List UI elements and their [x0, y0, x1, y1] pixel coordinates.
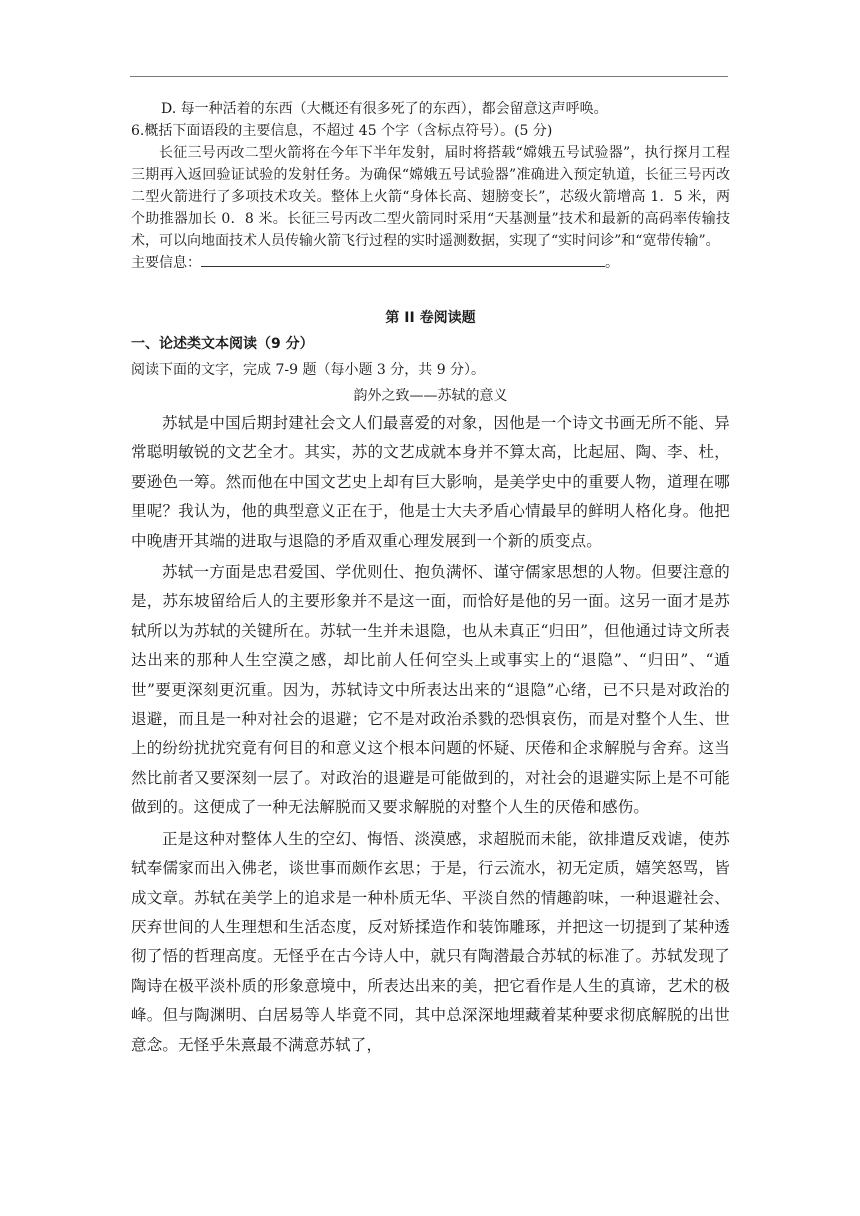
essay-paragraph: 正是这种对整体人生的空幻、悔悟、淡漠感，求超脱而未能，欲排遣反戏谑，使苏轼奉儒家而出入佛老，谈世事而颇作玄思；于是，行云流水，初无定质，嬉笑怒骂，皆成文章。苏轼在美学上的追求是一种朴质无华、平淡自然的情趣韵味，一种退避社会、厌弃世间的人生理想和生活态度，反对矫揉造作和装饰雕琢，并把这一切提到了某种透彻了悟的哲理高度。无怪乎在古今诗人中，就只有陶潜最合苏轼的标准了。苏轼发现了陶诗在极平淡朴质的形象意境中，所表达出来的美，把它看作是人生的真谛，艺术的极峰。但与陶渊明、白居易等人毕竟不同，其中总深深地埋藏着某种要求彻底解脱的出世意念。无怪乎朱熹最不满意苏轼了，	[131, 829, 730, 1054]
essay-paragraph: 苏轼是中国后期封建社会文人们最喜爱的对象，因他是一个诗文书画无所不能、异常聪明敏锐的文艺全才。其实，苏的文艺成就本身并不算太高，比起屈、陶、李、杜，要逊色一筹。然而他在中国文艺史上却有巨大影响，是美学史中的重要人物，道理在哪里呢？我认为，他的典型意义正在于，他是士大夫矛盾心情最早的鲜明人格化身。他把中晚唐开其端的进取与退隐的矛盾双重心理发展到一个新的质变点。	[131, 414, 730, 550]
subsection-title: 一、论述类文本阅读（9 分）	[131, 336, 314, 352]
instruction: 阅读下面的文字，完成 7-9 题（每小题 3 分，共 9 分）。	[131, 362, 486, 378]
section-title: 第 II 卷阅读题	[385, 310, 476, 326]
passage-6: 长征三号丙改二型火箭将在今年下半年发射，届时将搭载“嫦娥五号试验器”，执行探月工程三期再入返回验证试验的发射任务。为确保“嫦娥五号试验器”准确进入预定轨道，长征三号丙改二型火箭进行了多项技术攻关。整体上火箭“身体长高、翅膀变长”，芯级火箭增高 1．5 米，两个助推器加长 0．8 米。长征三号丙改二型火箭同时采用“天基测量”技术和最新的高码率传输技术，可以向地面技术人员传输火箭飞行过程的实时遥测数据，实现了“实时问诊”和“宽带传输”。	[131, 145, 730, 249]
answer-end: 。	[605, 255, 619, 271]
answer-label: 主要信息：	[131, 255, 201, 271]
answer-blank[interactable]	[201, 252, 605, 267]
essay-title: 韵外之致——苏轼的意义	[353, 388, 508, 404]
option-d: D. 每一种活着的东西（大概还有很多死了的东西），都会留意这声呼唤。	[161, 101, 608, 117]
question-6: 6.概括下面语段的主要信息，不超过 45 个字（含标点符号）。(5 分)	[131, 123, 553, 139]
answer-line	[131, 252, 730, 274]
page-content	[131, 98, 730, 1060]
essay-paragraph: 苏轼一方面是忠君爱国、学优则仕、抱负满怀、谨守儒家思想的人物。但要注意的是，苏东坡留给后人的主要形象并不是这一面，而恰好是他的另一面。这另一面才是苏轼所以为苏轼的关键所在。苏轼一生并未退隐，也从未真正“归田”，但他通过诗文所表达出来的那种人生空漠之感，却比前人任何空头上或事实上的“退隐”、“归田”、“遁世”要更深刻更沉重。因为，苏轼诗文中所表达出来的“退隐”心绪，已不只是对政治的退避，而且是一种对社会的退避；它不是对政治杀戮的恐惧哀伤，而是对整个人生、世上的纷纷扰扰究竟有何目的和意义这个根本问题的怀疑、厌倦和企求解脱与舍弃。这当然比前者又要深刻一层了。对政治的退避是可能做到的，对社会的退避实际上是不可能做到的。这便成了一种无法解脱而又要求解脱的对整个人生的厌倦和感伤。	[131, 563, 730, 817]
essay-body	[131, 409, 730, 1060]
header-rule	[130, 76, 728, 77]
